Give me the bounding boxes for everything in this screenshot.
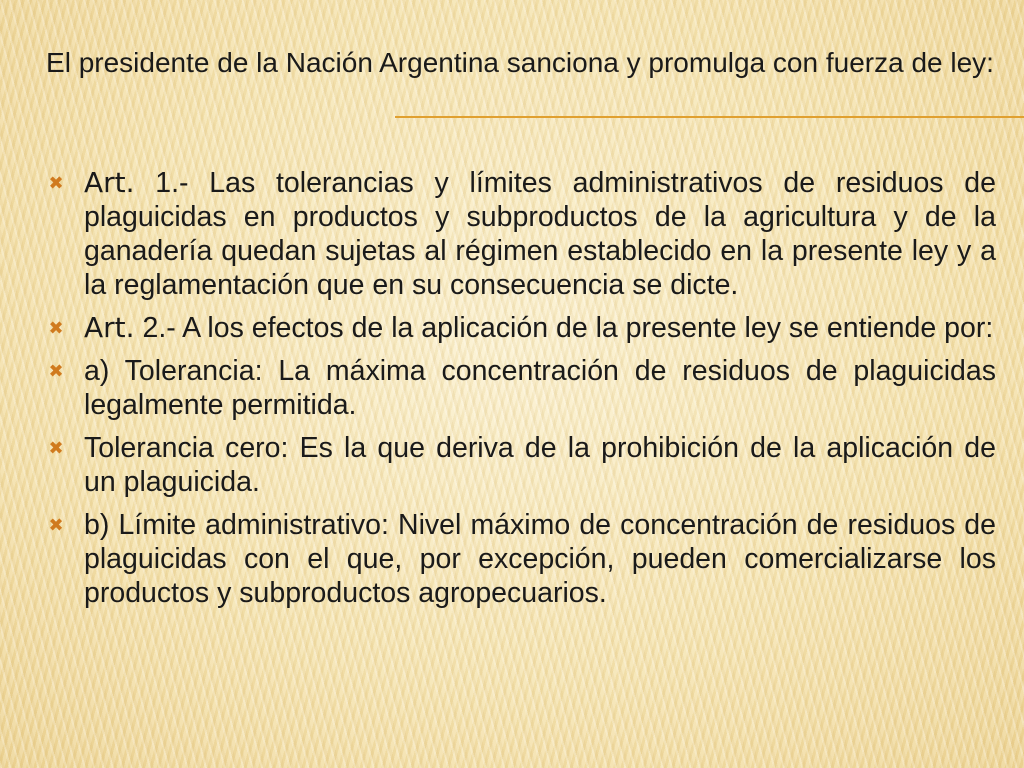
- article-body: 1.- Las tolerancias y límites administrativos de residuos de plaguicidas en productos y subproductos de la agricultura y de la ganadería quedan sujetas al régimen establecido en la presente ley y a la reglamentación que en su consecuencia se dicte.: [84, 167, 996, 301]
- bullet-text: [84, 166, 996, 302]
- bullet-text: b) Límite administrativo: Nivel máximo de concentración de residuos de plaguicidas con el que, por excepción, pueden comercializarse los productos y subproductos agropecuarios.: [84, 509, 996, 609]
- slide-title: El presidente de la Nación Argentina sanciona y promulga con fuerza de ley:: [46, 47, 994, 78]
- bullet-item-art-2: [46, 311, 996, 345]
- x-bullet-icon: ✖: [48, 515, 64, 535]
- bullet-item-tolerancia: [46, 354, 996, 422]
- article-label: Art.: [84, 166, 135, 199]
- bullet-text: [84, 311, 996, 345]
- title-underline: [395, 116, 1024, 118]
- bullet-item-tolerancia-cero: [46, 431, 996, 499]
- bullet-item-art-1: [46, 166, 996, 302]
- x-bullet-icon: ✖: [48, 173, 64, 193]
- bullet-text: a) Tolerancia: La máxima concentración de residuos de plaguicidas legalmente permitida.: [84, 355, 996, 421]
- x-bullet-icon: ✖: [48, 361, 64, 381]
- x-bullet-icon: ✖: [48, 438, 64, 458]
- article-label: Art.: [84, 311, 135, 344]
- x-bullet-icon: ✖: [48, 318, 64, 338]
- bullet-item-limite-administrativo: [46, 508, 996, 610]
- bullet-text: Tolerancia cero: Es la que deriva de la prohibición de la aplicación de un plaguicida.: [84, 432, 996, 498]
- article-body: 2.- A los efectos de la aplicación de la presente ley se entiende por:: [134, 312, 994, 344]
- bullet-list: [46, 166, 996, 619]
